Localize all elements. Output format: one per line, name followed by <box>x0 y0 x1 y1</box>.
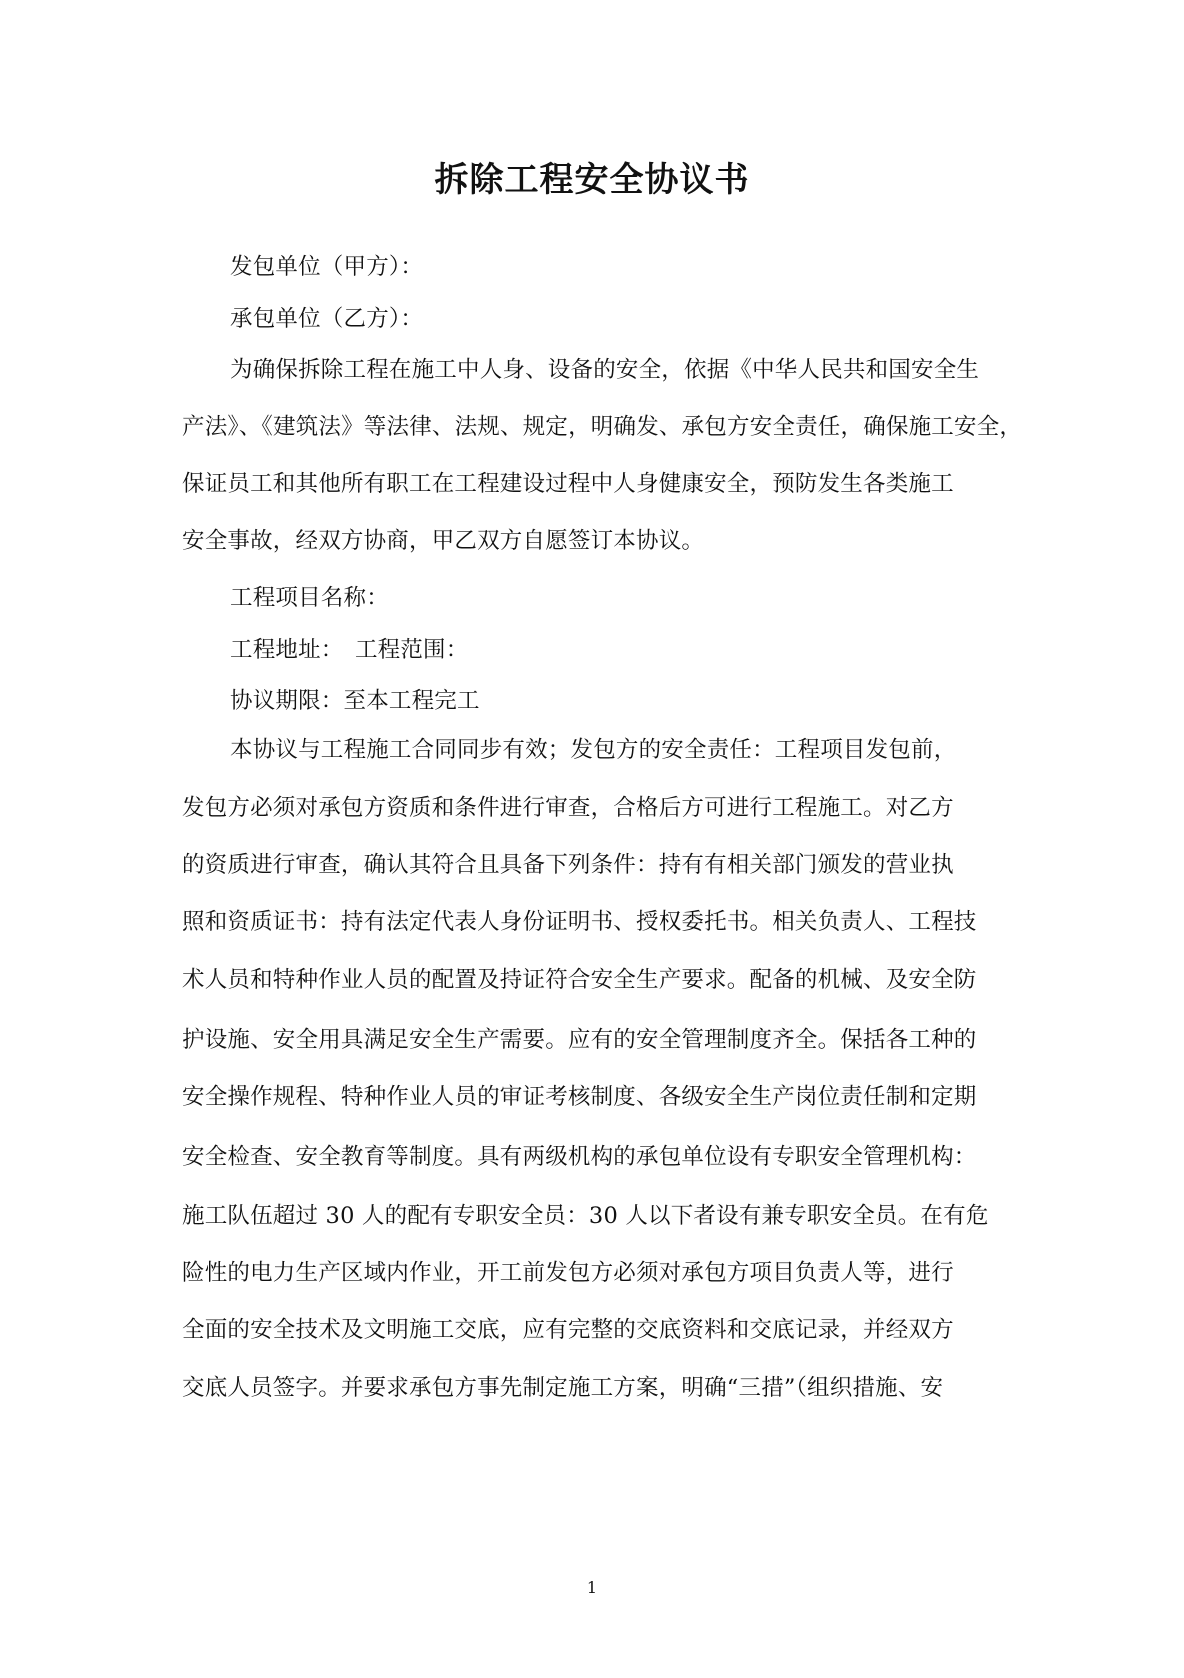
page-number: 1 <box>586 1578 598 1597</box>
party-b-field: 承包单位（乙方）： <box>230 306 424 332</box>
body-line: 术人员和特种作业人员的配置及持证符合安全生产要求。配备的机械、及安全防 <box>182 967 977 993</box>
body-line: 全面的安全技术及文明施工交底，应有完整的交底资料和交底记录，并经双方 <box>182 1317 954 1343</box>
body-line: 护设施、安全用具满足安全生产需要。应有的安全管理制度齐全。保括各工种的 <box>182 1027 977 1053</box>
body-line: 照和资质证书：持有法定代表人身份证明书、授权委托书。相关负责人、工程技 <box>182 909 977 935</box>
intro-line: 产法》、《建筑法》等法律、法规、规定，明确发、承包方安全责任，确保施工安全， <box>182 414 1023 440</box>
address-scope-field: 工程地址： 工程范围： <box>230 637 469 663</box>
body-line: 安全检查、安全教育等制度。具有两级机构的承包单位设有专职安全管理机构： <box>182 1144 977 1170</box>
body-line: 发包方必须对承包方资质和条件进行审查，合格后方可进行工程施工。对乙方 <box>182 795 954 821</box>
body-line: 本协议与工程施工合同同步有效；发包方的安全责任：工程项目发包前， <box>230 737 957 763</box>
body-line: 施工队伍超过 30 人的配有专职安全员：30 人以下者设有兼专职安全员。在有危 <box>182 1203 989 1229</box>
intro-line: 安全事故，经双方协商，甲乙双方自愿签订本协议。 <box>182 528 705 554</box>
intro-line: 为确保拆除工程在施工中人身、设备的安全，依据《中华人民共和国安全生 <box>230 357 980 383</box>
body-line: 的资质进行审查，确认其符合且具备下列条件：持有有相关部门颁发的营业执 <box>182 852 954 878</box>
party-a-field: 发包单位（甲方）： <box>230 254 424 280</box>
body-line: 交底人员签字。并要求承包方事先制定施工方案，明确“三措”（组织措施、安 <box>182 1375 944 1401</box>
document-title: 拆除工程安全协议书 <box>434 160 750 200</box>
body-line: 安全操作规程、特种作业人员的审证考核制度、各级安全生产岗位责任制和定期 <box>182 1084 977 1110</box>
project-name-field: 工程项目名称： <box>230 585 389 611</box>
body-line: 险性的电力生产区域内作业，开工前发包方必须对承包方项目负责人等，进行 <box>182 1260 954 1286</box>
intro-line: 保证员工和其他所有职工在工程建设过程中人身健康安全，预防发生各类施工 <box>182 471 954 497</box>
term-field: 协议期限：至本工程完工 <box>230 688 480 714</box>
